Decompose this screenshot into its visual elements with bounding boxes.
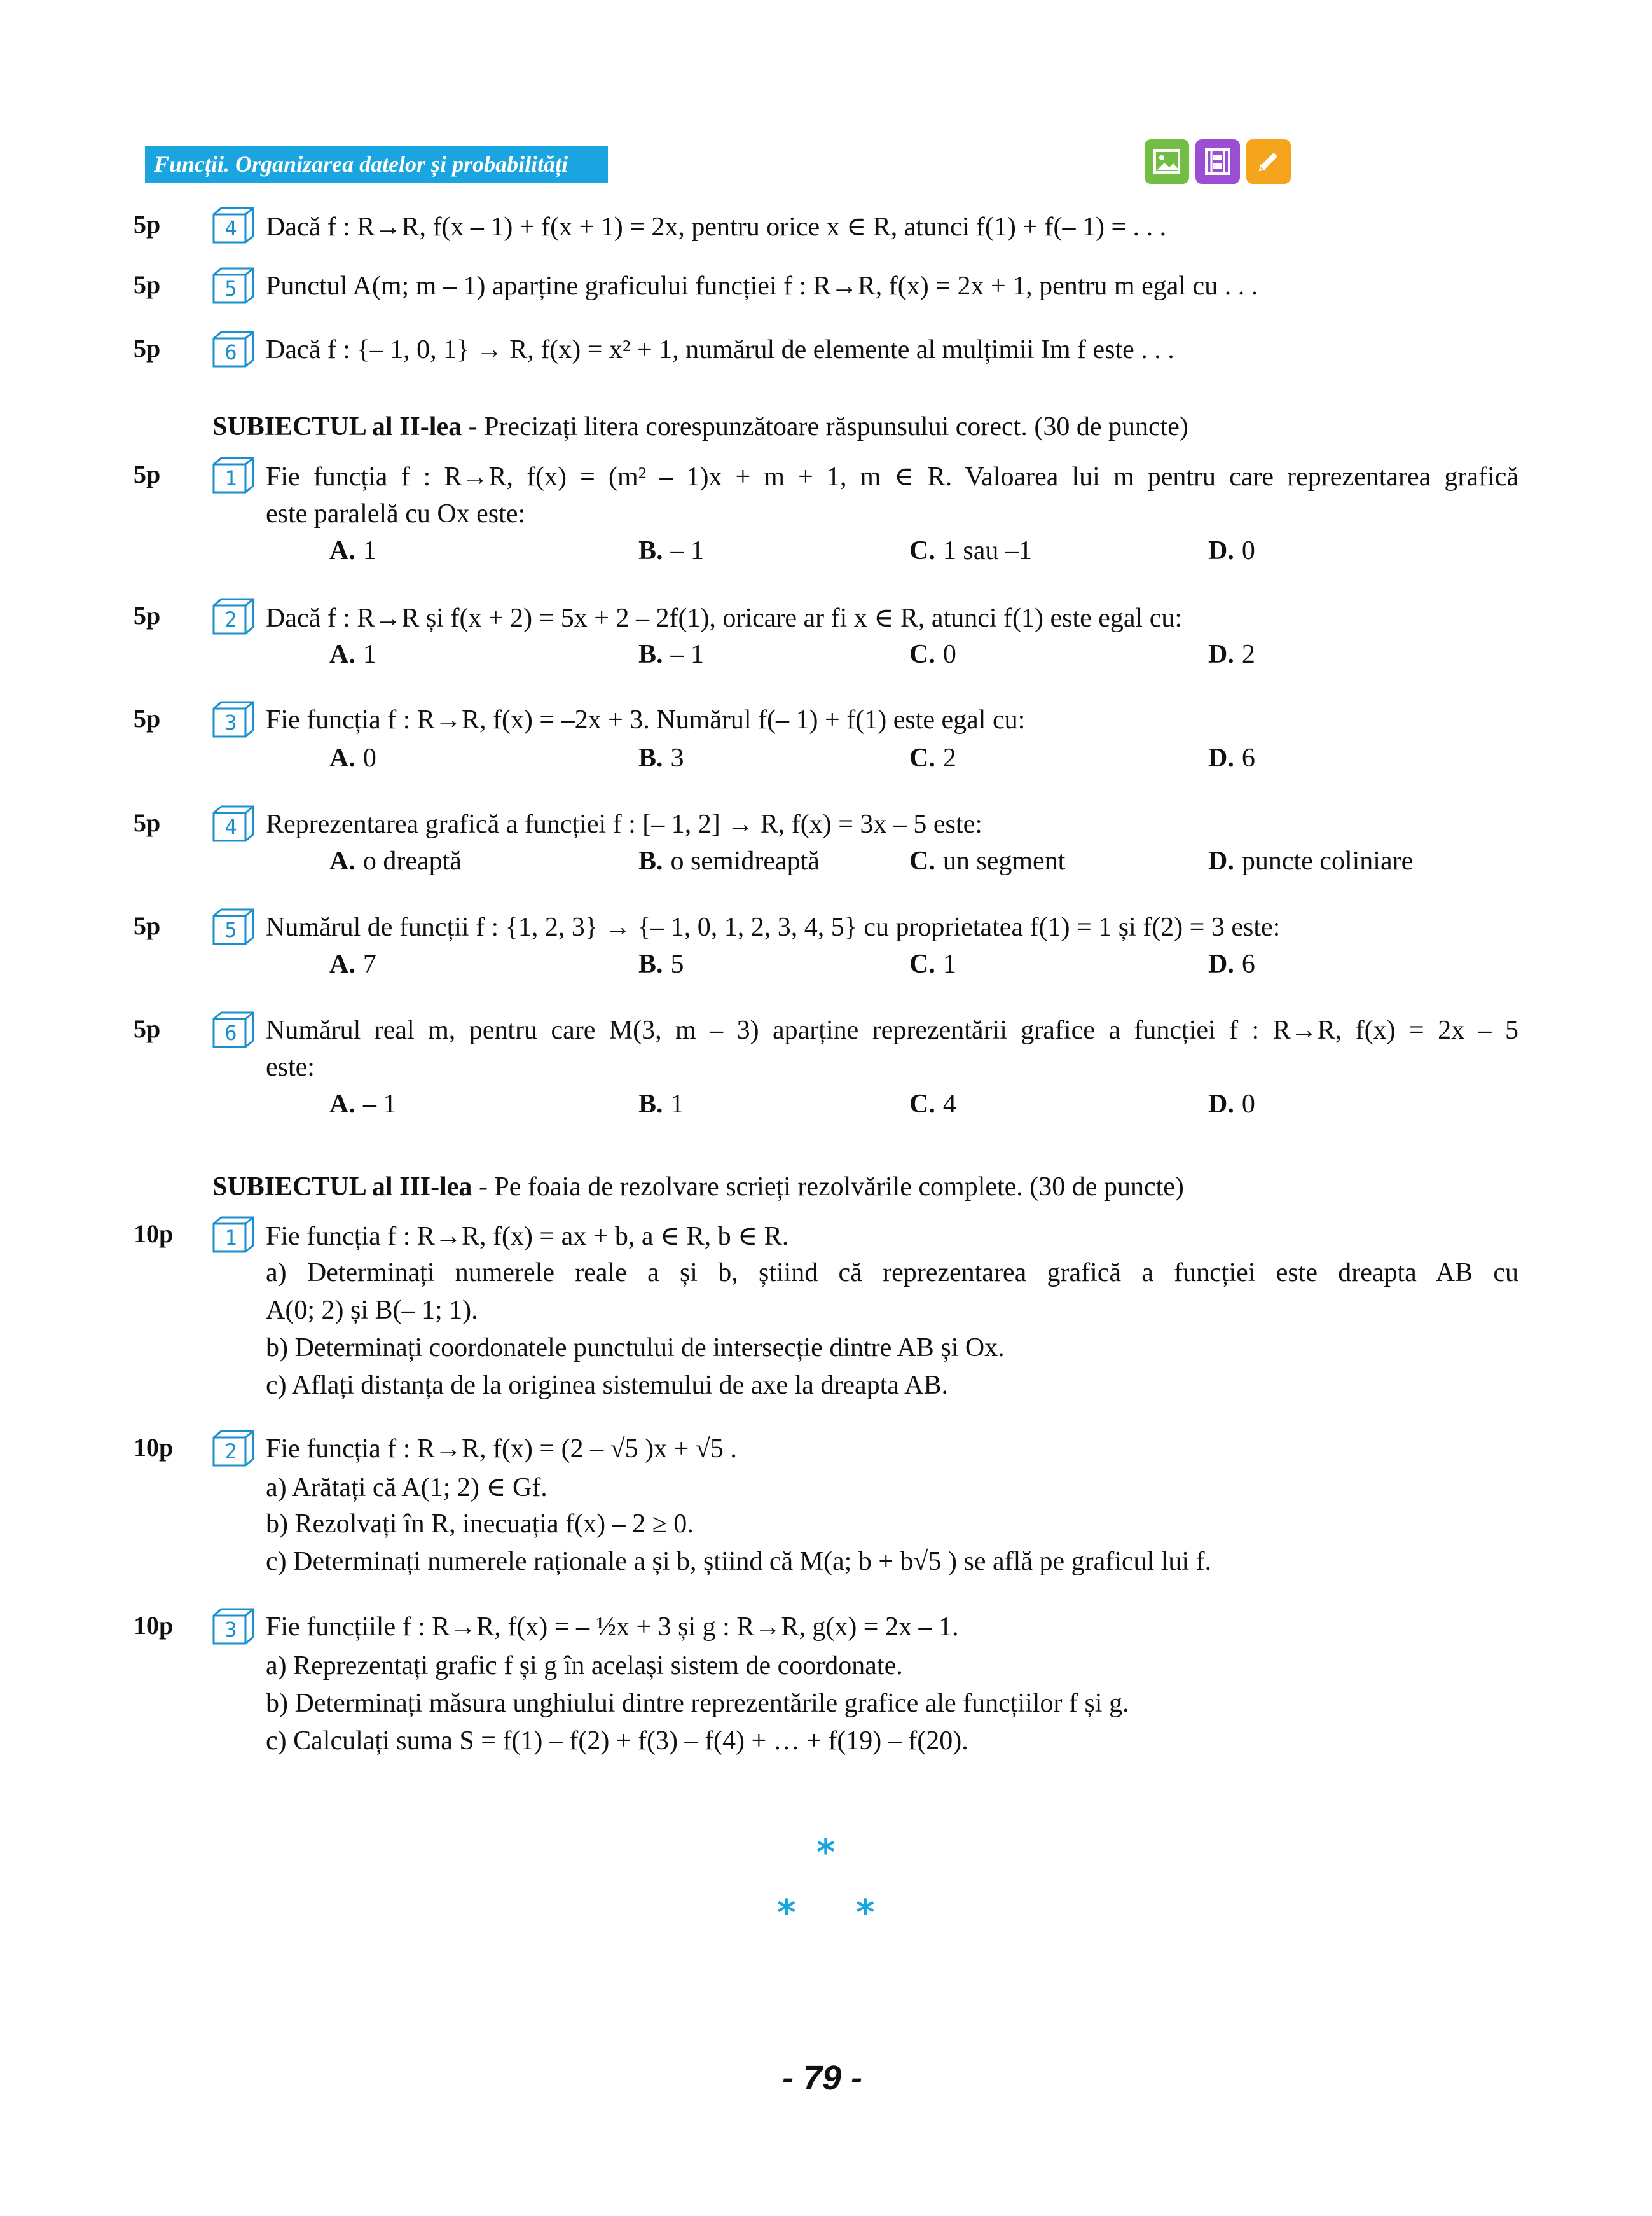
option-d[interactable]: D. 2 (1208, 640, 1255, 669)
question-number-box: 4 (212, 207, 254, 244)
film-icon[interactable] (1195, 139, 1240, 184)
option-c[interactable]: C. 1 sau –1 (909, 536, 1032, 565)
decorative-star: * (777, 1892, 796, 1934)
question-text: Dacă f : R→R și f(x + 2) = 5x + 2 – 2f(1), oricare ar fi x ∈ R, atunci f(1) este egal cu: (266, 604, 1183, 633)
option-b[interactable]: B. o semidreaptă (638, 847, 820, 876)
question-text: Punctul A(m; m – 1) aparține graficului funcției f : R→R, f(x) = 2x + 1, pentru m egal cu . . . (266, 272, 1258, 301)
page-number: - 79 - (782, 2059, 863, 2097)
option-c[interactable]: C. 0 (909, 640, 956, 669)
option-c[interactable]: C. un segment (909, 847, 1066, 876)
option-b[interactable]: B. – 1 (638, 640, 705, 669)
option-d[interactable]: D. 0 (1208, 1090, 1255, 1119)
question-number-box: 2 (212, 1430, 254, 1467)
option-a[interactable]: A. – 1 (329, 1090, 397, 1119)
subquestion-line: b) Determinați măsura unghiului dintre reprezentările grafice ale funcțiilor f și g. (266, 1689, 1129, 1718)
question-text: Fie funcțiile f : R→R, f(x) = – ½x + 3 și g : R→R, g(x) = 2x – 1. (266, 1612, 959, 1642)
question-text-continued: este: (266, 1053, 315, 1082)
question-text: Fie funcția f : R→R, f(x) = ax + b, a ∈ R, b ∈ R. (266, 1222, 789, 1251)
question-number-box: 6 (212, 331, 254, 368)
pencil-icon[interactable] (1246, 139, 1291, 184)
option-d[interactable]: D. 6 (1208, 950, 1255, 979)
points-label: 5p (134, 704, 161, 733)
option-c[interactable]: C. 4 (909, 1090, 956, 1119)
subject-3-title: SUBIECTUL al III-lea (212, 1172, 472, 1201)
option-a[interactable]: A. 0 (329, 744, 376, 773)
subject-3-instruction: - Pe foaia de rezolvare scrieți rezolvările complete. (30 de puncte) (472, 1172, 1184, 1201)
subject-2-title: SUBIECTUL al II-lea (212, 412, 462, 441)
option-b[interactable]: B. – 1 (638, 536, 705, 565)
subquestion-line: a) Reprezentați grafic f și g în același sistem de coordonate. (266, 1651, 903, 1680)
question-number-box: 5 (212, 267, 254, 304)
image-icon[interactable] (1145, 139, 1189, 184)
question-text: Numărul de funcții f : {1, 2, 3} → {– 1, 0, 1, 2, 3, 4, 5} cu proprietatea f(1) = 1 și f(2) = 3 este: (266, 913, 1281, 942)
question-number-box: 5 (212, 908, 254, 945)
points-label: 5p (134, 1015, 161, 1043)
subject-2-heading (212, 412, 1188, 442)
option-a[interactable]: A. 7 (329, 950, 376, 979)
question-number-box: 3 (212, 701, 254, 738)
option-c[interactable]: C. 1 (909, 950, 956, 979)
option-a[interactable]: A. o dreaptă (329, 847, 462, 876)
option-c[interactable]: C. 2 (909, 744, 956, 773)
header-icons (1145, 139, 1291, 189)
decorative-star: * (856, 1892, 875, 1934)
question-text: Fie funcția f : R→R, f(x) = –2x + 3. Numărul f(– 1) + f(1) este egal cu: (266, 705, 1026, 735)
option-b[interactable]: B. 5 (638, 950, 684, 979)
subquestion-line: b) Determinați coordonatele punctului de intersecție dintre AB și Ox. (266, 1333, 1005, 1362)
points-label: 5p (134, 601, 161, 630)
option-d[interactable]: D. 0 (1208, 536, 1255, 565)
option-d[interactable]: D. 6 (1208, 744, 1255, 773)
decorative-star: * (816, 1832, 836, 1873)
subject-2-instruction: - Precizați litera corespunzătoare răspunsului corect. (30 de puncte) (462, 412, 1188, 441)
section-title-badge: Funcții. Organizarea datelor și probabilități (145, 146, 608, 183)
question-text: Fie funcția f : R→R, f(x) = (m² – 1)x + m + 1, m ∈ R. Valoarea lui m pentru care reprezentarea grafică (266, 462, 1518, 492)
question-number-box: 1 (212, 1216, 254, 1253)
question-text: Dacă f : {– 1, 0, 1} → R, f(x) = x² + 1, numărul de elemente al mulțimii Im f este . . . (266, 335, 1174, 364)
option-b[interactable]: B. 3 (638, 744, 684, 773)
subquestion-line: b) Rezolvați în R, inecuația f(x) – 2 ≥ 0. (266, 1509, 694, 1539)
points-label: 10p (134, 1219, 174, 1248)
question-number-box: 3 (212, 1608, 254, 1645)
points-label: 5p (134, 210, 161, 239)
option-d[interactable]: D. puncte coliniare (1208, 847, 1414, 876)
question-text: Reprezentarea grafică a funcției f : [– 1, 2] → R, f(x) = 3x – 5 este: (266, 810, 982, 839)
points-label: 10p (134, 1611, 174, 1640)
subquestion-line: c) Calculați suma S = f(1) – f(2) + f(3) – f(4) + … + f(19) – f(20). (266, 1726, 968, 1755)
subquestion-line: A(0; 2) și B(– 1; 1). (266, 1296, 478, 1325)
points-label: 5p (134, 808, 161, 837)
subquestion-line: c) Aflați distanța de la originea sistemului de axe la dreapta AB. (266, 1371, 948, 1400)
option-b[interactable]: B. 1 (638, 1090, 684, 1119)
points-label: 10p (134, 1433, 174, 1462)
question-number-box: 6 (212, 1011, 254, 1048)
option-a[interactable]: A. 1 (329, 640, 376, 669)
question-text: Numărul real m, pentru care M(3, m – 3) aparține reprezentării grafice a funcției f : R→R, f(x) = 2x – 5 (266, 1016, 1518, 1045)
question-text: Fie funcția f : R→R, f(x) = (2 – √5 )x + √5 . (266, 1434, 737, 1464)
question-number-box: 2 (212, 598, 254, 635)
option-a[interactable]: A. 1 (329, 536, 376, 565)
subject-3-heading (212, 1172, 1184, 1202)
question-number-box: 1 (212, 457, 254, 494)
subquestion-line: a) Determinați numerele reale a și b, știind că reprezentarea grafică a funcției este dreapta AB cu (266, 1258, 1518, 1287)
points-label: 5p (134, 270, 161, 299)
points-label: 5p (134, 334, 161, 363)
question-number-box: 4 (212, 805, 254, 842)
points-label: 5p (134, 911, 161, 940)
subquestion-line: a) Arătați că A(1; 2) ∈ Gf. (266, 1473, 547, 1502)
question-text: Dacă f : R→R, f(x – 1) + f(x + 1) = 2x, pentru orice x ∈ R, atunci f(1) + f(– 1) = . . . (266, 212, 1167, 242)
question-text-continued: este paralelă cu Ox este: (266, 499, 526, 529)
points-label: 5p (134, 460, 161, 488)
subquestion-line: c) Determinați numerele raționale a și b, știind că M(a; b + b√5 ) se află pe graficul lui f. (266, 1547, 1212, 1576)
